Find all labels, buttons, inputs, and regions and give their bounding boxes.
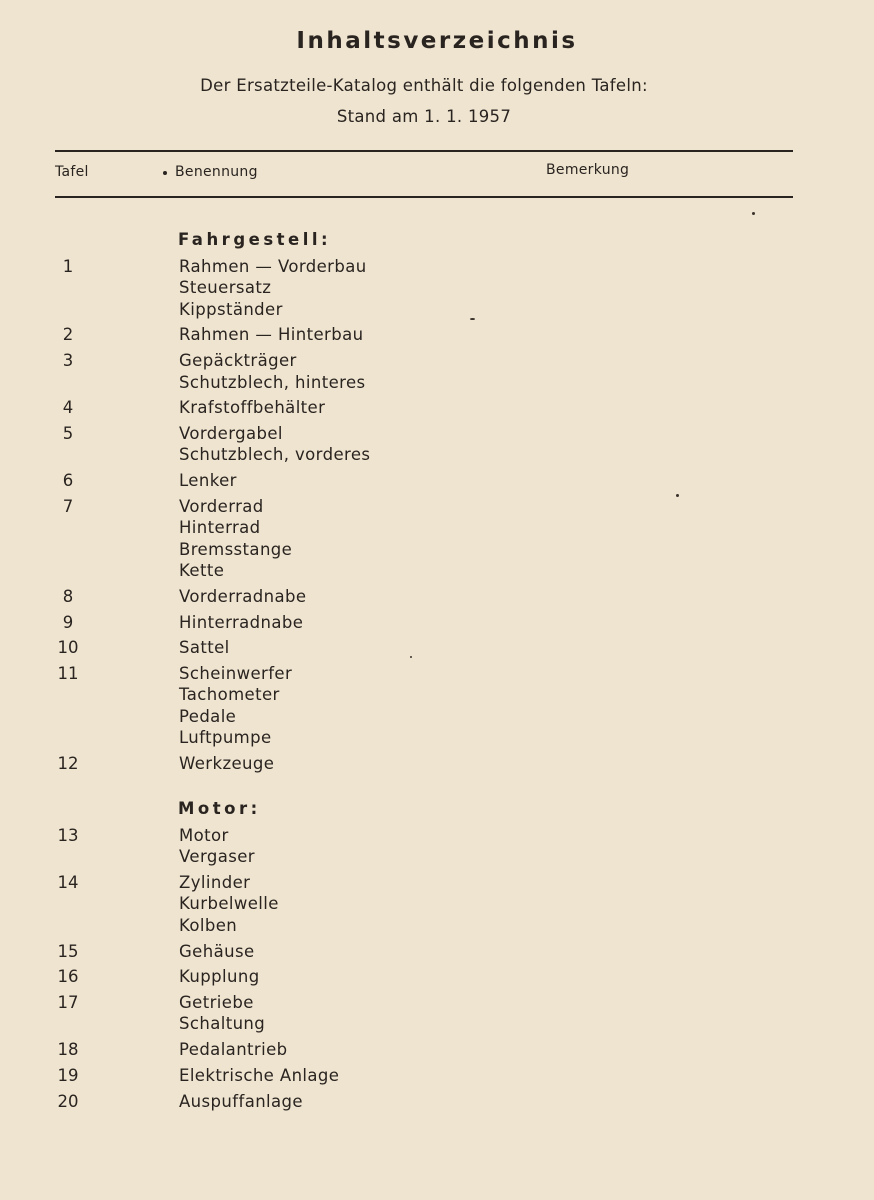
toc-item: Rahmen — Vorderbau <box>179 257 367 276</box>
column-header-benennung: Benennung <box>175 164 258 180</box>
paper-speck <box>676 494 679 497</box>
toc-item: Kupplung <box>179 967 260 987</box>
toc-item: Auspuffanlage <box>179 1091 303 1111</box>
toc-item: Schutzblech, hinteres <box>179 372 366 392</box>
toc-item: Hinterradnabe <box>179 612 304 632</box>
tafel-number: 9 <box>62 612 74 632</box>
tafel-number: 19 <box>57 1066 79 1085</box>
toc-item: Rahmen — Hinterbau <box>179 325 364 345</box>
tafel-number: 5 <box>62 424 74 444</box>
section-heading: Motor: <box>178 799 261 818</box>
toc-item: Sattel <box>179 638 230 658</box>
tafel-number: 8 <box>62 586 74 606</box>
toc-item: Kette <box>179 560 225 580</box>
column-header-bemerkung: Bemerkung <box>546 162 630 178</box>
toc-item: Lenker <box>179 471 237 491</box>
toc-item: Kurbelwelle <box>179 894 279 914</box>
tafel-number: 1 <box>62 257 74 276</box>
tafel-number: 15 <box>57 941 79 961</box>
toc-item: Krafstoffbehälter <box>179 398 326 418</box>
toc-item: Motor <box>179 826 229 845</box>
toc-item: Pedalantrieb <box>179 1040 288 1060</box>
tafel-number: 18 <box>57 1040 79 1060</box>
page-title: Inhaltsverzeichnis <box>296 28 578 54</box>
header-top-rule <box>55 150 793 152</box>
toc-item: Zylinder <box>179 873 251 893</box>
column-header-tafel: Tafel <box>55 164 89 180</box>
header-dot <box>163 171 167 175</box>
tafel-number: 3 <box>62 351 74 371</box>
toc-item: Tachometer <box>179 685 280 705</box>
tafel-number: 11 <box>57 664 79 684</box>
tafel-number: 6 <box>62 471 74 491</box>
section-heading: Fahrgestell: <box>178 230 332 249</box>
toc-item: Luftpumpe <box>179 728 272 747</box>
paper-speck <box>752 212 755 215</box>
tafel-number: 12 <box>57 753 79 773</box>
header-bottom-rule <box>55 196 793 198</box>
paper-speck <box>410 656 412 658</box>
toc-item: Gepäckträger <box>179 351 297 371</box>
toc-item: Getriebe <box>179 993 254 1013</box>
toc-item: Schaltung <box>179 1014 266 1034</box>
paper-speck <box>470 318 475 320</box>
tafel-number: 2 <box>62 325 74 345</box>
tafel-number: 10 <box>57 638 79 658</box>
toc-item: Vergaser <box>179 847 255 867</box>
page-subtitle: Der Ersatzteile-Katalog enthält die folgenden Tafeln: <box>200 76 648 95</box>
toc-item: Vordergabel <box>179 424 283 444</box>
tafel-number: 14 <box>57 873 79 893</box>
toc-item: Schutzblech, vorderes <box>179 445 371 465</box>
tafel-number: 7 <box>62 497 74 516</box>
tafel-number: 13 <box>57 826 79 845</box>
toc-item: Scheinwerfer <box>179 664 293 684</box>
toc-item: Vorderradnabe <box>179 586 307 606</box>
toc-item: Vorderrad <box>179 497 264 516</box>
toc-item: Werkzeuge <box>179 753 275 773</box>
toc-item: Hinterrad <box>179 518 261 538</box>
toc-item: Gehäuse <box>179 941 255 961</box>
toc-item: Elektrische Anlage <box>179 1066 340 1085</box>
toc-item: Kolben <box>179 915 238 935</box>
toc-item: Bremsstange <box>179 539 293 559</box>
tafel-number: 20 <box>57 1091 79 1111</box>
toc-item: Steuersatz <box>179 278 272 298</box>
tafel-number: 16 <box>57 967 79 987</box>
stand-date: Stand am 1. 1. 1957 <box>336 107 512 126</box>
tafel-number: 4 <box>62 398 74 418</box>
toc-item: Kippständer <box>179 299 283 319</box>
toc-item: Pedale <box>179 706 237 726</box>
tafel-number: 17 <box>57 993 79 1013</box>
